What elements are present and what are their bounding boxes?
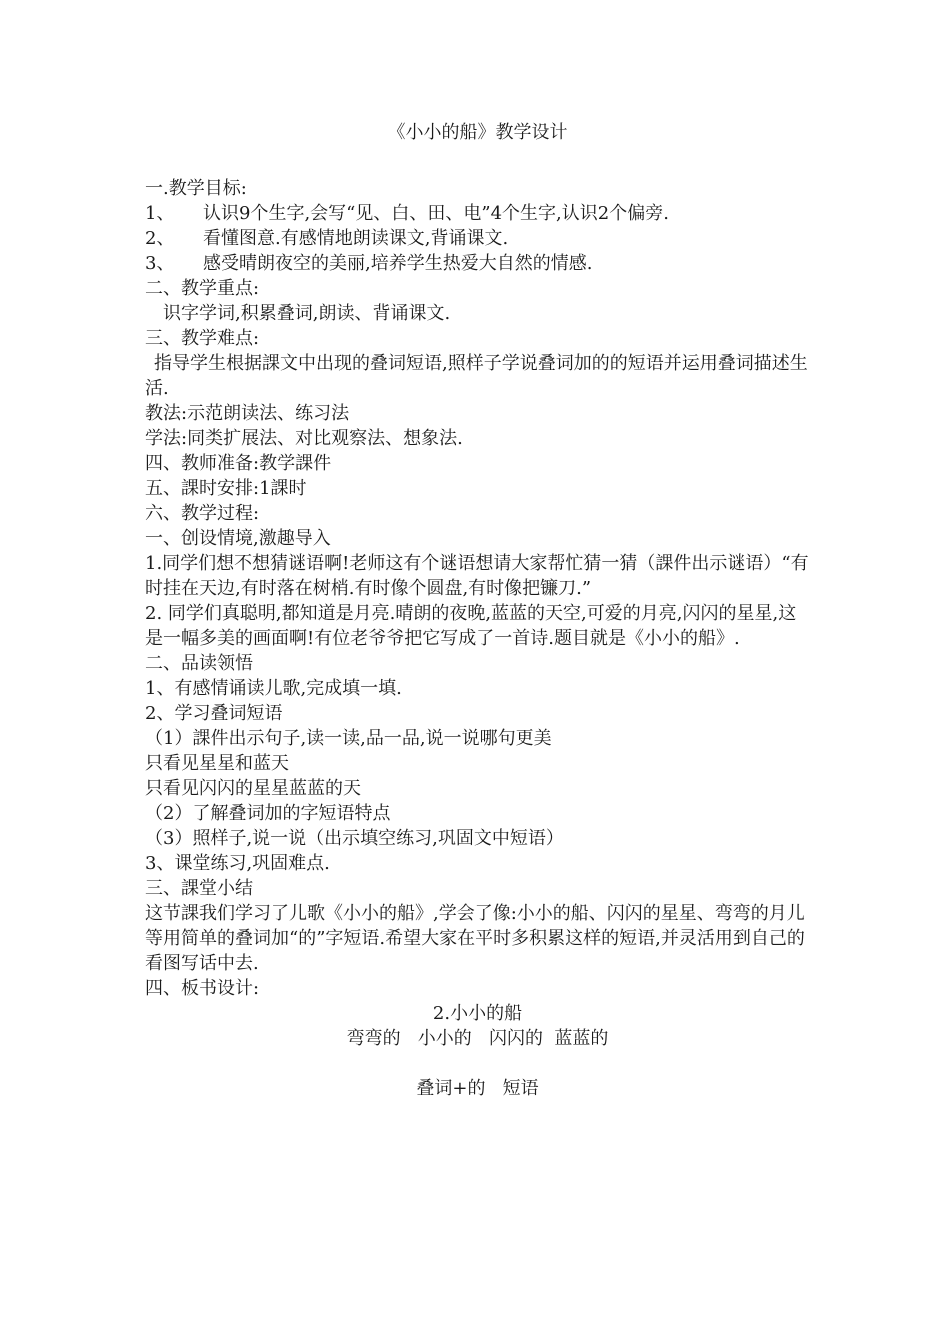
document-title: 《小小的船》教学设计 xyxy=(387,122,568,143)
key-points-text: 识字学词,积累叠词,朗读、背诵课文. xyxy=(163,303,451,324)
section-2-line: 3、课堂练习,巩固难点. xyxy=(145,853,330,874)
section-3-text: 这节課我们学习了儿歌《小小的船》,学会了像:小小的船、闪闪的星星、弯弯的月儿等用简单的叠词加“的”字短语.希望大家在平时多积累这样的短语,并灵活用到自己的看图写话中去. xyxy=(145,903,805,974)
spacer xyxy=(145,1051,810,1076)
learning-method: 学法:同类扩展法、对比观察法、想象法. xyxy=(145,428,463,449)
section-2-line: 只看见星星和蓝天 xyxy=(145,753,289,774)
goal-item-3 xyxy=(145,251,810,276)
difficulties-heading: 三、教学难点: xyxy=(145,328,260,349)
board-formula: 叠词+的 短语 xyxy=(416,1078,539,1099)
section-4-heading: 四、板书设计: xyxy=(145,978,260,999)
board-title: 2.小小的船 xyxy=(432,1003,523,1024)
spacer xyxy=(145,145,810,176)
goal-text: 感受晴朗夜空的美丽,培养学生热爱大自然的情感. xyxy=(203,253,593,274)
goal-number: 2、 xyxy=(145,228,175,249)
section-2-line: 只看见闪闪的星星蓝蓝的天 xyxy=(145,778,361,799)
process-heading: 六、教学过程: xyxy=(145,503,260,524)
teacher-preparation: 四、教师准备:教学課件 xyxy=(145,453,332,474)
section-1-heading: 一、创设情境,激趣导入 xyxy=(145,528,331,549)
document-page xyxy=(145,120,810,1101)
section-1-paragraph-2: 2. 同学们真聪明,都知道是月亮.晴朗的夜晚,蓝蓝的天空,可爱的月亮,闪闪的星星,这是一幅多美的画面啊!有位老爷爷把它写成了一首诗.题目就是《小小的船》. xyxy=(145,603,797,649)
goal-number: 1、 xyxy=(145,203,175,224)
goal-item-2 xyxy=(145,226,810,251)
section-2-line: （1）課件出示句子,读一读,品一品,说一说哪句更美 xyxy=(145,728,552,749)
difficulties-text: 指导学生根据課文中出现的叠词短语,照样子学说叠词加的的短语并运用叠词描述生活. xyxy=(145,353,808,399)
section-2-line: 2、学习叠词短语 xyxy=(145,703,283,724)
teaching-method: 教法:示范朗读法、练习法 xyxy=(145,403,350,424)
section-2-line: （2）了解叠词加的字短语特点 xyxy=(145,803,391,824)
section-3-heading: 三、課堂小结 xyxy=(145,878,253,899)
section-2-line: 1、有感情诵读儿歌,完成填一填. xyxy=(145,678,402,699)
goal-text: 看懂图意.有感情地朗读课文,背诵课文. xyxy=(203,228,509,249)
goal-item-1 xyxy=(145,201,810,226)
section-1-paragraph-1: 1.同学们想不想猜谜语啊!老师这有个谜语想请大家帮忙猜一猜（課件出示谜语）“有时挂在天边,有时落在树梢.有时像个圆盘,有时像把镰刀.” xyxy=(145,553,809,599)
section-2-heading: 二、品读领悟 xyxy=(145,653,253,674)
class-schedule: 五、課时安排:1課时 xyxy=(145,478,307,499)
goal-text: 认识9个生字,会写“见、白、田、电”4个生字,认识2个偏旁. xyxy=(203,203,669,224)
key-points-heading: 二、教学重点: xyxy=(145,278,260,299)
goals-heading: 一.教学目标: xyxy=(145,178,247,199)
goal-number: 3、 xyxy=(145,253,175,274)
board-words: 弯弯的 小小的 闪闪的 蓝蓝的 xyxy=(346,1028,609,1049)
section-2-line: （3）照样子,说一说（出示填空练习,巩固文中短语） xyxy=(145,828,564,849)
